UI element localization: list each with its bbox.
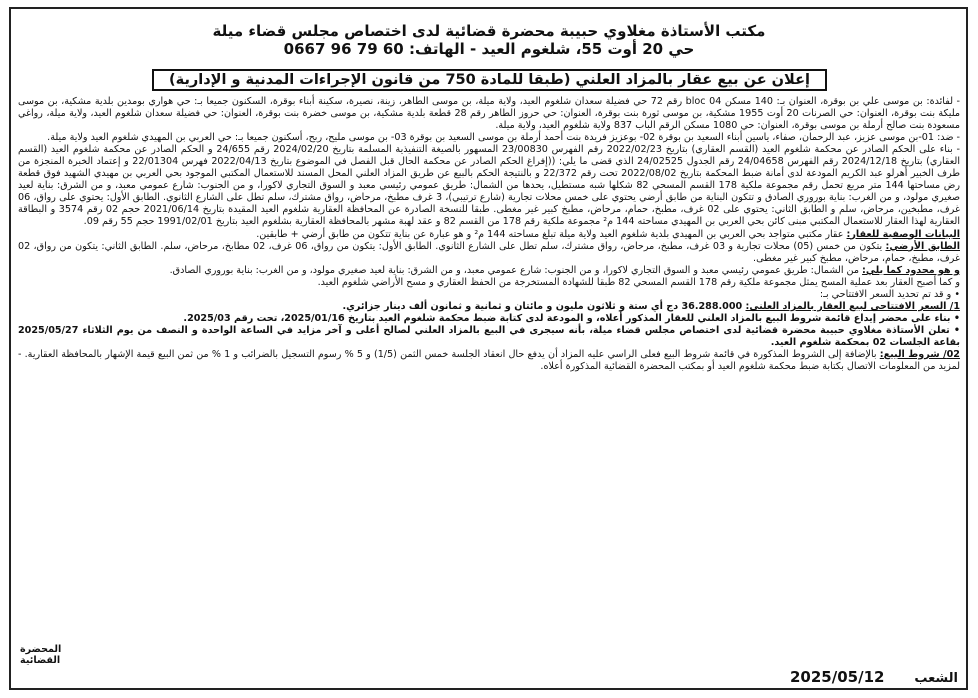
bounds-label: و هو محدود كما يلي: <box>862 264 960 276</box>
paragraph-defendants: - ضد: 01-بن موسى عزيز، عبد الرحمان، صفاء، ياسين أبناء السعيد بن بوقرة 02- بوعزيز فريدة بنت أحمد أرملة بن موسى السعيد بن بوقرة 03- بن موسى مليح، ربح، أسكنون جميعا بـ: حي العربي بن المهيدي شلغوم العيد ولاية ميلة. <box>47 132 960 144</box>
announcement-title: إعلان عن بيع عقار بالمزاد العلني (طبقا للمادة 750 من قانون الإجراءات المدنية و الإدارية) <box>152 69 827 91</box>
description-text: عقار مكتبي متواجد بحي العربي بن المهيدي بلدية شلغوم العيد ولاية ميلة تبلغ مساحته 144 م² و هو عبارة عن بناية تتكون من طابق أرضي + طابقين. <box>256 228 844 240</box>
office-line: مكتب الأستاذة مغلاوي حبيبة محضرة قضائية لدى اختصاص مجلس قضاء ميلة <box>212 22 766 40</box>
conditions-label: 02/ شروط البيع: <box>879 348 960 360</box>
note-deposit: • بناء على محضر إيداع قائمة شروط البيع بالمزاد العلني للعقار المذكور أعلاه، و المودعة لدى كتابة ضبط محكمة شلغوم العيد بتاريخ 2025/01/16، تحت رقم 2025/03. <box>183 312 960 324</box>
price-label: 1/ السعر الافتتاحي لبيع العقار بالمزاد العلني: <box>745 300 960 312</box>
ground-floor-label: الطابق الأرضي: <box>885 240 960 252</box>
publication-name: الشعب <box>914 671 958 686</box>
bounds-block <box>18 265 960 277</box>
bounds-text: من الشمال: طريق عمومي رئيسي معبد و السوق التجاري لاكورا، و من الجنوب: شارع عمومي معبد، و من الشرق: بناية لعيد صغيري مولود، و من الغرب: بناية بوروري الصادق. <box>169 264 859 276</box>
paragraph-plaintiffs: - لفائدة: بن موسى علي بن بوقرة، العنوان بـ: 140 مسكن 04 bloc رقم 72 حي فضيلة سعدان شلغوم العيد، ولاية ميلة، بن موسى الطاهر، زينة، نصيرة، سكينة أبناء بوقرة، السكنون جميعا بـ: حي هواري بومدين بلدية مشكية، بن موسى مليكة بنت بوقرة، العنوان: حي الصرنات 20 أوت 1955 مشكية، بن موسى ثورة بنت بوقرة، العنوان: حي حروز الطاهر رقم 28 قطعة بلدية مشكية، بن موسى خضرة بنت بوقرة، العنوان: حي فضيلة سعدان شلغوم العيد، ولاية ميلة، رواغي مسعودة بنت صالح أرملة بن موسى بوقرة، العنوان: حي 1080 مسكن الرقم الباب 837 ولاية شلغوم العيد، ولاية ميلة. <box>18 96 961 132</box>
announcement-body <box>18 96 960 373</box>
conditions-block <box>18 349 960 373</box>
footer <box>20 668 958 686</box>
price-text: 36.288.000 دج أي ستة و ثلاثون مليون و مائتان و ثمانية و ثمانون ألف دينار جزائري. <box>342 300 743 312</box>
note-auction-date: • تعلن الأستاذة مغلاوي حبيبة محضرة قضائية لدى اختصاص مجلس قضاء ميلة، بأنه سيجرى في البيع بالمزاد العلني لصالح أعلى و آخر مزايد في الساعة الواحدة و النصف من يوم الثلاثاء 2025/05/27 بقاعة الجلسات 02 بمحكمة شلغوم العيد. <box>18 324 960 348</box>
floors-block <box>18 241 960 265</box>
header <box>0 22 978 58</box>
price-intro-line: • و قد تم تحديد السعر الافتتاحي بـ: <box>819 288 960 300</box>
conditions-text: بالإضافة إلى الشروط المذكورة في قائمة شروط البيع فعلى الراسي عليه المزاد أن يدفع حال انعقاد الجلسة خمس الثمن (1/5) و 5 % رسوم التسجيل بالضرائب و 1 % من ثمن البيع قيمة الإشهار بالمحافظة العقارية. - لمزيد من المعلومات الاتصال بكتابة ضبط محكمة شلغوم العيد أو بمكتب المحضرة القضائية المذكورة أعلاه. <box>18 348 960 373</box>
paragraph-judgment: - بناء على الحكم الصادر عن محكمة شلغوم العيد (القسم العقاري) بتاريخ 2022/02/23 رقم الفهرس 23/00830 المسهور بالصيغة التنفيذية المسلمة بتاريخ 2024/02/20 رقم 24/655 و الحكم الصادر عن محكمة شلغوم العيد (القسم العقاري) بتاريخ 2024/12/18 رقم الفهرس 24/04658 رقم الجدول 24/02525 الذي قضى ما يلي: ((إفراغ الحكم الصادر عن محكمة الحال قبل الفصل في الموضوع بتاريخ 2022/04/13 فهرس 22/01304 و إعتماد الخبرة المنجزة من طرف الخبير أهرلو عبد الكريم المودعة لدى أمانة ضبط المحكمة بتاريخ 2022/08/02 تحت رقم 22/372 و بالنتيجة الحكم بالبيع عن طريق المزاد العلني المحل المسند للاستعمال المكتبي الموجود بحي العربي بن مهيدي الشهيد فوق قطعة رض مساحتها 144 متر مربع تحمل رقم مجموعة ملكية 178 القسم المسحي 82 شكلها شبه مستطيل، يحدها من الشمال: طريق عمومي رئيسي معبد و السوق التجاري لاكورا، و من الجنوب: شارع عمومي معبد، و من الشرق: بناية لعيد صغيري مولود، و من الغرب: بناية بوروري الصادق و تتكون البناية من طابق أرضي يحتوي على خمس محلات تجارية (شارع ترتيبي)، 3 غرف مطبخ، مرحاض، رواق مشترك، سلم تطل على الشارع الثانوي. الطابق الأول: يحتوي على رواق، 06 غرف، مطبخين، مرحاض، سلم و الطابق الثاني: يحتوي على 02 غرف، مطبخ، حمام، مرحاض، مطبخ كبير غير مغطى. طبقا للنسخة الصادرة عن المحافظة العقارية شلغوم العيد المقيدة بتاريخ 2021/06/14 حجم 02 رقم 3574 و البطاقة العقارية لهذا العقار للاستعمال المكتبي مبنى كائن بحي العربي بن المهيدي مساحته 144 م² مجموعة ملكية رقم 178 من القسم 82 و عقد لهبة مشهر بالمحافظة العقارية بشلغوم العيد بتاريخ 1991/02/01 حجم 55 رقم 09. <box>18 144 961 228</box>
publication-date: 2025/05/12 <box>790 668 885 686</box>
ground-floor-text: يتكون من خمس (05) محلات تجارية و 03 غرف، مطبخ، مرحاض، رواق مشترك، سلم تطل على الشارع الثانوي. الطابق الأول: يتكون من رواق، 06 غرف، 02 مطابخ، مرحاض، سلم. الطابق الثاني: يتكون من رواق، 02 غرف، مطبخ، حمام، مرحاض، مطبخ كبير غير مغطى. <box>18 240 960 264</box>
description-label: البيانات الوصفية للعقار: <box>846 228 960 240</box>
address-line: حي 20 أوت 55، شلغوم العيد - الهاتف: 60 79 96 0667 <box>283 40 695 58</box>
bailiff-signature: المحضرة القضائية <box>20 644 62 666</box>
cadastre-line: و كما أصبح العقار بعد عملية المسح يمثل مجموعة ملكية رقم 178 القسم المسحي 82 طبقا للشهادة المستخرجة من الحفظ العقاري و مسح الأراضي شلغوم العيد. <box>317 276 960 288</box>
price-block <box>18 301 960 313</box>
description-block <box>18 229 960 241</box>
